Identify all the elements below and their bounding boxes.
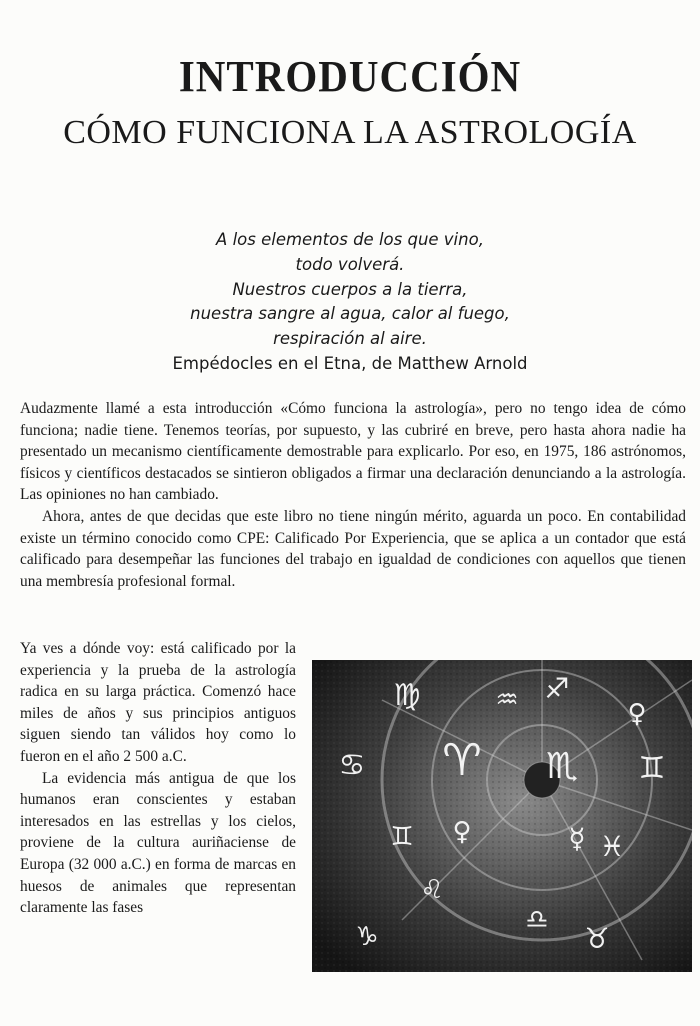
epigraph-line: A los elementos de los que vino,	[216, 230, 484, 249]
paragraph: Ya ves a dónde voy: está calificado por la experiencia y la prueba de la astrología radica en su larga práctica. Comenzó hace miles de años y sus principios antiguos siguen siendo tan válidos hoy como lo fueron en el año 2 500 a.C.	[20, 640, 296, 765]
chapter-title: INTRODUCCIÓN	[178, 51, 522, 101]
zodiac-glyph: ♎	[525, 905, 549, 935]
zodiac-glyph: ♑	[355, 922, 379, 952]
zodiac-glyph: ♒	[495, 685, 519, 715]
zodiac-glyph: ☿	[568, 822, 586, 855]
paragraph: Audazmente llamé a esta introducción «Cómo funciona la astrología», pero no tengo idea de cómo funciona; nadie tiene. Tenemos teorías, por supuesto, y las cubriré en breve, pero hasta ahora nadie ha presentado un mecanismo científicamente demostrable para explicarlo. Por eso, en 1975, 186 astrónomos, físicos y científicos destacados se sintieron obligados a firmar una declaración denunciando a la astrología. Las opiniones no han cambiado.	[20, 400, 686, 504]
paragraph: Ahora, antes de que decidas que este libro no tiene ningún mérito, aguarda un poco. En contabilidad existe un término conocido como CPE: Calificado Por Experiencia, que se aplica a un contador que está calificado para desempeñar las funciones del trabajo en igualdad de condiciones con aquellos que tienen una membresía profesional formal.	[20, 507, 686, 590]
epigraph-line: nuestra sangre al agua, calor al fuego,	[190, 304, 510, 324]
zodiac-glyph: ♏	[545, 746, 579, 787]
zodiac-wheel-image	[312, 660, 692, 972]
zodiac-glyph: ♊	[390, 822, 414, 852]
epigraph-line: respiración al aire.	[273, 329, 427, 349]
zodiac-glyph: ♐	[544, 672, 570, 705]
epigraph-line: todo volverá.	[295, 254, 405, 274]
chapter-subtitle: CÓMO FUNCIONA LA ASTROLOGÍA	[63, 114, 637, 151]
column-text	[20, 638, 296, 919]
zodiac-glyph: ♈	[442, 735, 482, 786]
zodiac-glyph: ♓	[599, 830, 625, 863]
zodiac-glyph: ♊	[638, 751, 666, 786]
epigraph-attribution: Empédocles en el Etna, de Matthew Arnold	[172, 353, 528, 373]
body-text	[20, 398, 686, 592]
zodiac-glyph: ♉	[584, 922, 610, 955]
epigraph-line: Nuestros cuerpos a la tierra,	[232, 279, 468, 299]
zodiac-glyph: ♍	[393, 678, 421, 713]
paragraph: La evidencia más antigua de que los humanos eran conscientes y estaban interesados en las estrellas y los cielos, proviene de la cultura auriñaciense de Europa (32 000 a.C.) en forma de marcas en huesos de animales que representan claramente las fases	[20, 769, 296, 917]
zodiac-glyph: ♌	[420, 875, 444, 905]
epigraph	[130, 228, 570, 377]
zodiac-glyph: ♀	[452, 817, 472, 847]
zodiac-glyph: ♀	[627, 699, 647, 729]
zodiac-glyph: ♋	[338, 748, 366, 783]
